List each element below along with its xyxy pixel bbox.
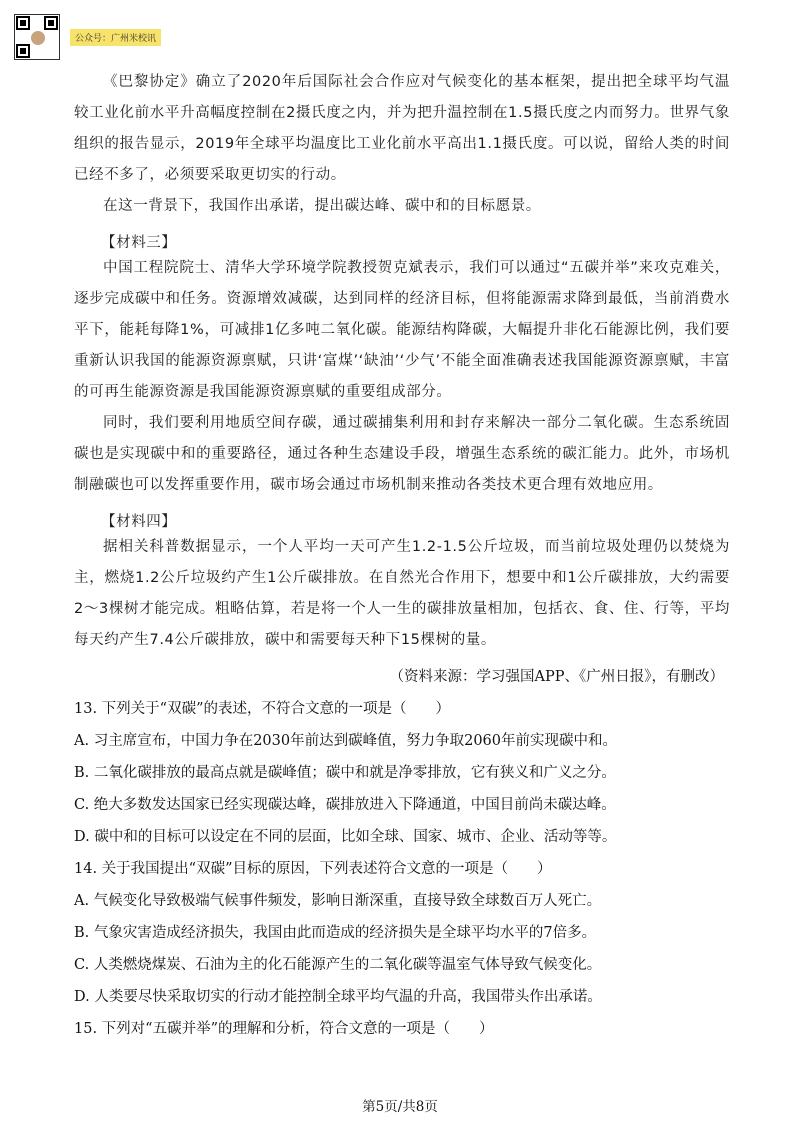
question-15-stem: 15. 下列对“五碳并举”的理解和分析，符合文意的一项是（ ） (74, 1021, 494, 1037)
heading-material-3: 【材料三】 (101, 235, 177, 251)
paragraph-five-carbon: 中国工程院院士、清华大学环境学院教授贺克斌表示，我们可以通过“五碳并举”来攻克难关，逐步完成碳中和任务。资源增效减碳，达到同样的经济目标，但将能源需求降到最低，当前消费水平下，能耗每降1%，可减排1亿多吨二氧化碳。能源结构降碳，大幅提升非化石能源比例，我们要重新认识我国的能源资源禀赋，只讲‘富煤’‘缺油’‘少气’不能全面准确表述我国能源资源禀赋，丰富的可再生能源资源是我国能源资源禀赋的重要组成部分。 (74, 260, 730, 400)
question-13-option-d: D. 碳中和的目标可以设定在不同的层面，比如全球、国家、城市、企业、活动等等。 (74, 829, 617, 845)
page-number: 第5页/共8页 (362, 1099, 438, 1115)
avatar (30, 30, 46, 46)
paragraph-garbage-carbon: 据相关科普数据显示，一个人平均一天可产生1.2-1.5公斤垃圾，而当前垃圾处理仍以焚烧为主，燃烧1.2公斤垃圾约产生1公斤碳排放。在自然光合作用下，想要中和1公斤碳排放，大约需要2～3棵树才能完成。粗略估算，若是将一个人一生的碳排放量相加，包括衣、食、住、行等，平均每天约产生7.4公斤碳排放，碳中和需要每天种下15棵树的量。 (74, 539, 730, 648)
paragraph-background: 在这一背景下，我国作出承诺，提出碳达峰、碳中和的目标愿景。 (103, 198, 541, 214)
question-14-option-d: D. 人类要尽快采取切实的行动才能控制全球平均气温的升高，我国带头作出承诺。 (74, 989, 602, 1005)
paragraph-carbon-storage: 同时，我们要利用地质空间存碳，通过碳捕集利用和封存来解决一部分二氧化碳。生态系统固碳也是实现碳中和的重要路径，通过各种生态建设手段，增强生态系统的碳汇能力。此外，市场机制融碳也可以发挥重要作用，碳市场会通过市场机制来推动各类技术更合理有效地应用。 (74, 415, 730, 493)
question-14-stem: 14. 关于我国提出“双碳”目标的原因，下列表述符合文意的一项是（ ） (74, 861, 552, 877)
question-14-option-b: B. 气象灾害造成经济损失，我国由此而造成的经济损失是全球平均水平的7倍多。 (74, 925, 597, 941)
qr-code-icon (14, 14, 60, 60)
question-13-option-c: C. 绝大多数发达国家已经实现碳达峰，碳排放进入下降通道，中国目前尚未碳达峰。 (74, 797, 616, 813)
page-header (14, 14, 161, 60)
question-13-option-a: A. 习主席宣布，中国力争在2030年前达到碳峰值，努力争取2060年前实现碳中和。 (74, 733, 617, 749)
source-note: （资料来源：学习强国APP、《广州日报》，有删改） (389, 669, 724, 685)
question-14-option-a: A. 气候变化导致极端气候事件频发，影响日渐深重，直接导致全球数百万人死亡。 (74, 893, 602, 909)
question-13-stem: 13. 下列关于“双碳”的表述，不符合文意的一项是（ ） (74, 701, 450, 717)
question-13-option-b: B. 二氧化碳排放的最高点就是碳峰值；碳中和就是净零排放，它有狭义和广义之分。 (74, 765, 616, 781)
paragraph-paris-agreement: 《巴黎协定》确立了2020年后国际社会合作应对气候变化的基本框架，提出把全球平均气温较工业化前水平升高幅度控制在2摄氏度之内，并为把升温控制在1.5摄氏度之内而努力。世界气象组织的报告显示，2019年全球平均温度比工业化前水平高出1.1摄氏度。可以说，留给人类的时间已经不多了，必须要采取更切实的行动。 (74, 74, 730, 183)
heading-material-4: 【材料四】 (101, 514, 177, 530)
account-badge: 公众号：广州米校讯 (70, 29, 161, 46)
question-14-option-c: C. 人类燃烧煤炭、石油为主的化石能源产生的二氧化碳等温室气体导致气候变化。 (74, 957, 602, 973)
